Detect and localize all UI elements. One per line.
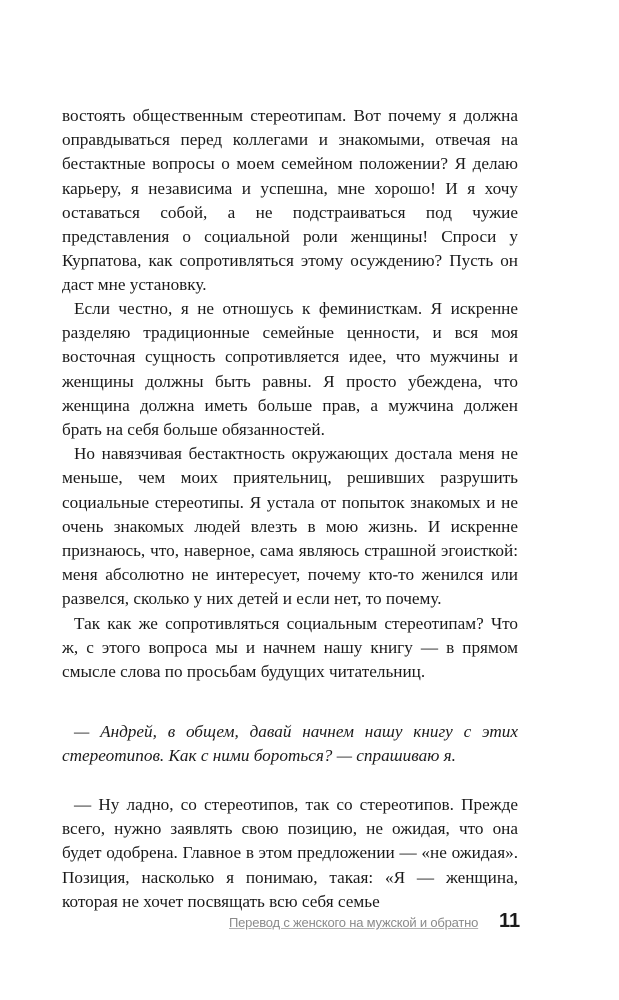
page-footer: [229, 910, 529, 935]
paragraph-6: — Ну ладно, со стереотипов, так со стереотипов. Прежде всего, нужно заявлять свою позицию, не ожидая, что она будет одобрена. Главное в этом предложении — «не ожидая». Позиция, насколько я понимаю, такая: «Я — женщина, которая не хочет посвящать всю себя семье: [62, 795, 518, 911]
paragraph-5: — Андрей, в общем, давай начнем нашу книгу с этих стереотипов. Как с ними бороться? — спрашиваю я.: [62, 722, 518, 766]
paragraph-3: Но навязчивая бестактность окружающих достала меня не меньше, чем моих приятельниц, решивших разрушить социальные стереотипы. Я устала от попыток знакомых и не очень знакомых людей влезть в мою жизнь. И искренне признаюсь, что, наверное, сама являюсь страшной эгоисткой: меня абсолютно не интересует, почему кто-то женился или развелся, сколько у них детей и если нет, то почему.: [62, 444, 518, 609]
page-number: 11: [499, 910, 521, 932]
paragraph-1: востоять общественным стереотипам. Вот почему я должна оправдываться перед коллегами и знакомыми, отвечая на бестактные вопросы о моем семейном положении? Я делаю карьеру, я независима и успешна, мне хорошо! И я хочу оставаться собой, а не подстраиваться под чужие представления о социальной роли женщины! Спроси у Курпатова, как сопротивляться этому осуждению? Пусть он даст мне установку.: [62, 106, 518, 295]
paragraph-2: Если честно, я не отношусь к феминисткам. Я искренне разделяю традиционные семейные ценности, и вся моя восточная сущность сопротивляется идее, что мужчины и женщины должны быть равны. Я просто убеждена, что женщина должна иметь больше прав, а мужчина должен брать на себя больше обязанностей.: [62, 299, 518, 440]
text-block-dialogue-question: [62, 720, 518, 768]
running-title: Перевод с женского на мужской и обратно: [229, 915, 479, 930]
text-block-dialogue-answer: [62, 793, 518, 914]
paragraph-4: Так как же сопротивляться социальным стереотипам? Что ж, с этого вопроса мы и начнем нашу книгу — в прямом смысле слова по просьбам будущих читательниц.: [62, 613, 518, 682]
text-block-1: [62, 104, 518, 298]
text-block-2: [62, 297, 518, 684]
